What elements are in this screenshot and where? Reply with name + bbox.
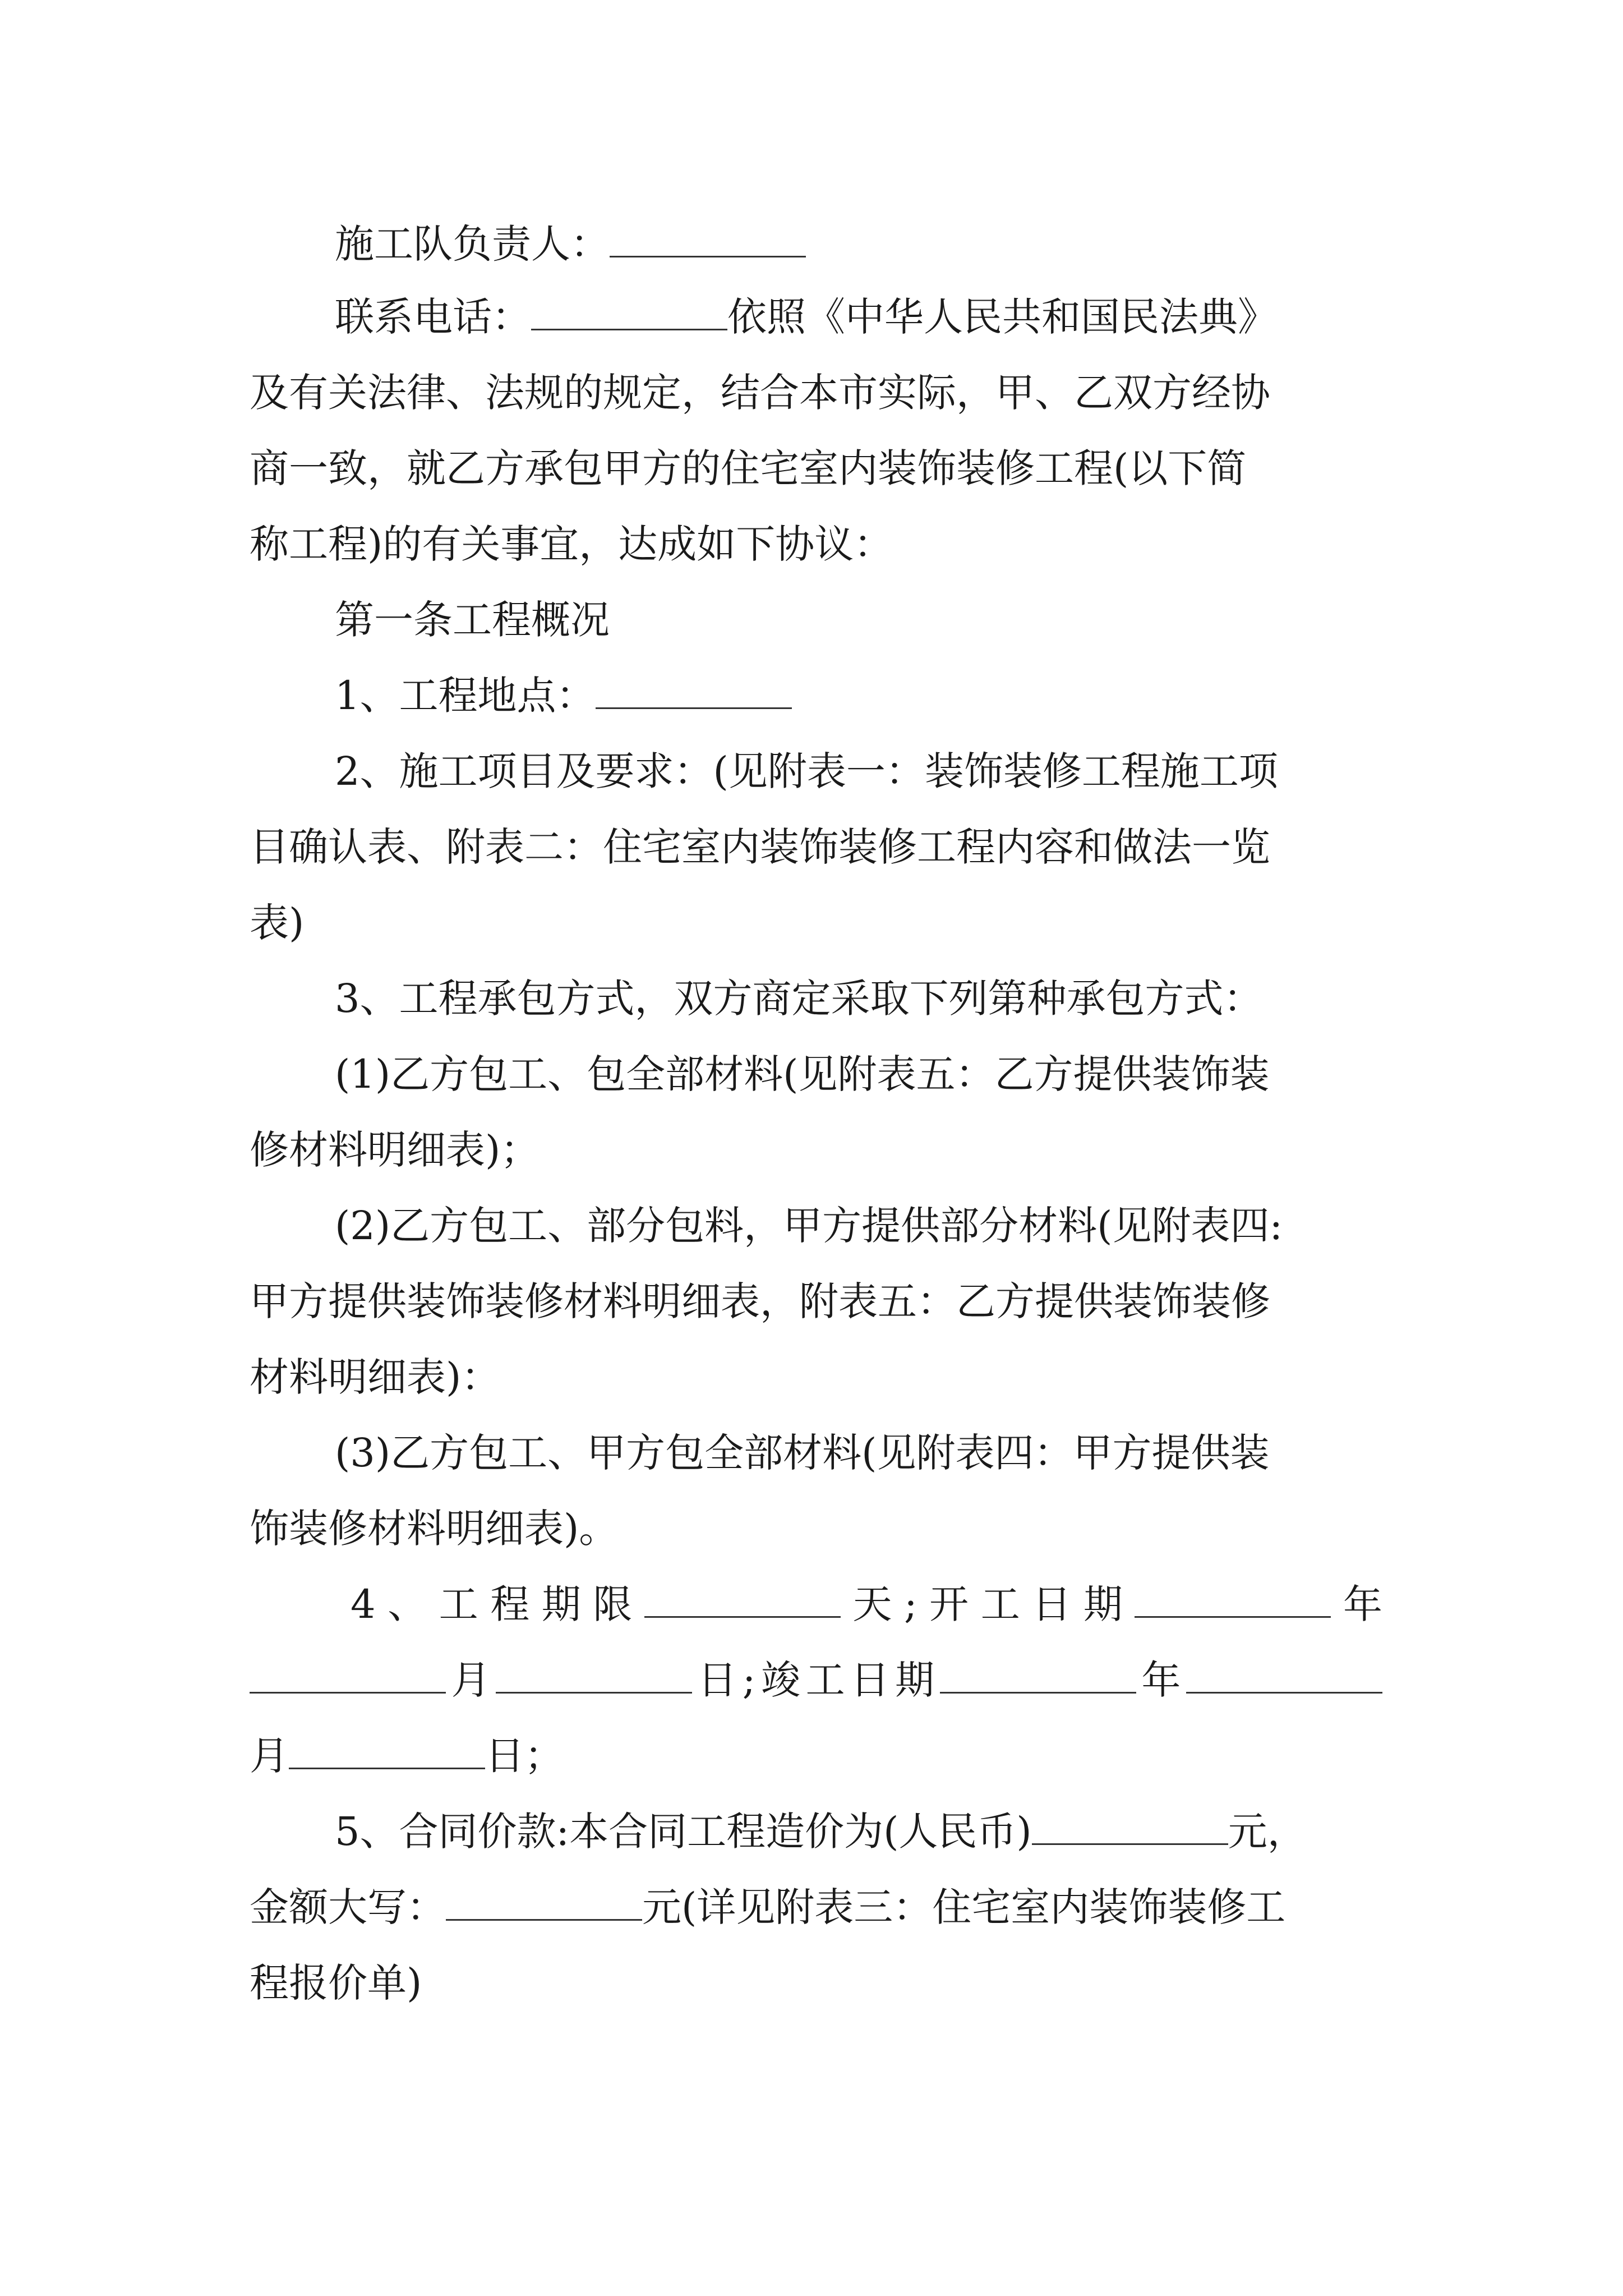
blank-contractor-leader [610, 221, 806, 257]
text-line-1: 施工队负责人： [335, 219, 1382, 269]
text-line-15: 甲方提供装饰装修材料明细表，附表五：乙方提供装饰装修 [250, 1278, 1270, 1324]
blank-end-month [1186, 1657, 1382, 1694]
blank-end-day [289, 1733, 485, 1769]
text-line-5: 称工程)的有关事宜，达成如下协议： [250, 521, 893, 567]
text-line-18: 饰装修材料明细表)。 [250, 1506, 619, 1552]
text-line-2: 联系电话： 依照《中华人民共和国民法典》 [335, 294, 1277, 340]
text-line-8: 2、施工项目及要求：(见附表一：装饰装修工程施工项 [335, 748, 1278, 794]
text-line-14: (2)乙方包工、部分包料，甲方提供部分材料(见附表四: [335, 1203, 1283, 1249]
text-line-19: 4、工程期限 天;开工日期 年 [351, 1581, 1382, 1627]
text-line-11: 3、工程承包方式，双方商定采取下列第种承包方式： [335, 976, 1263, 1022]
text-line-13: 修材料明细表)； [250, 1127, 540, 1173]
text-line-12: (1)乙方包工、包全部材料(见附表五：乙方提供装饰装 [335, 1051, 1270, 1097]
blank-end-year [940, 1657, 1136, 1694]
text-line-3: 及有关法律、法规的规定，结合本市实际，甲、乙双方经协 [250, 370, 1270, 416]
blank-start-month [250, 1657, 446, 1694]
text-line-4: 商一致，就乙方承包甲方的住宅室内装饰装修工程(以下简 [250, 445, 1247, 491]
text-line-9: 目确认表、附表二：住宅室内装饰装修工程内容和做法一览 [250, 824, 1270, 870]
blank-start-day [496, 1657, 692, 1694]
blank-amount-in-words [446, 1884, 642, 1921]
text-line-10: 表) [250, 900, 305, 946]
blank-start-year [1135, 1581, 1331, 1618]
text-line-16: 材料明细表)： [250, 1354, 501, 1400]
text-line-23: 金额大写： 元(详见附表三：住宅室内装饰装修工 [250, 1884, 1286, 1930]
text-line-22: 5、合同价款:本合同工程造价为(人民币) 元， [335, 1809, 1307, 1855]
text-line-17: (3)乙方包工、甲方包全部材料(见附表四：甲方提供装 [335, 1430, 1270, 1476]
text-line-7: 1、工程地点： [335, 670, 1382, 721]
blank-contract-price [1032, 1809, 1228, 1845]
blank-phone [531, 294, 727, 330]
text-line-24: 程报价单) [250, 1960, 422, 2006]
section-heading: 第一条工程概况 [335, 597, 610, 643]
blank-duration-days [644, 1581, 841, 1618]
blank-project-location [596, 673, 792, 709]
text-line-20: 月 日;竣工日期 年 [250, 1655, 1382, 1705]
text-line-21: 月 日； [250, 1733, 564, 1779]
